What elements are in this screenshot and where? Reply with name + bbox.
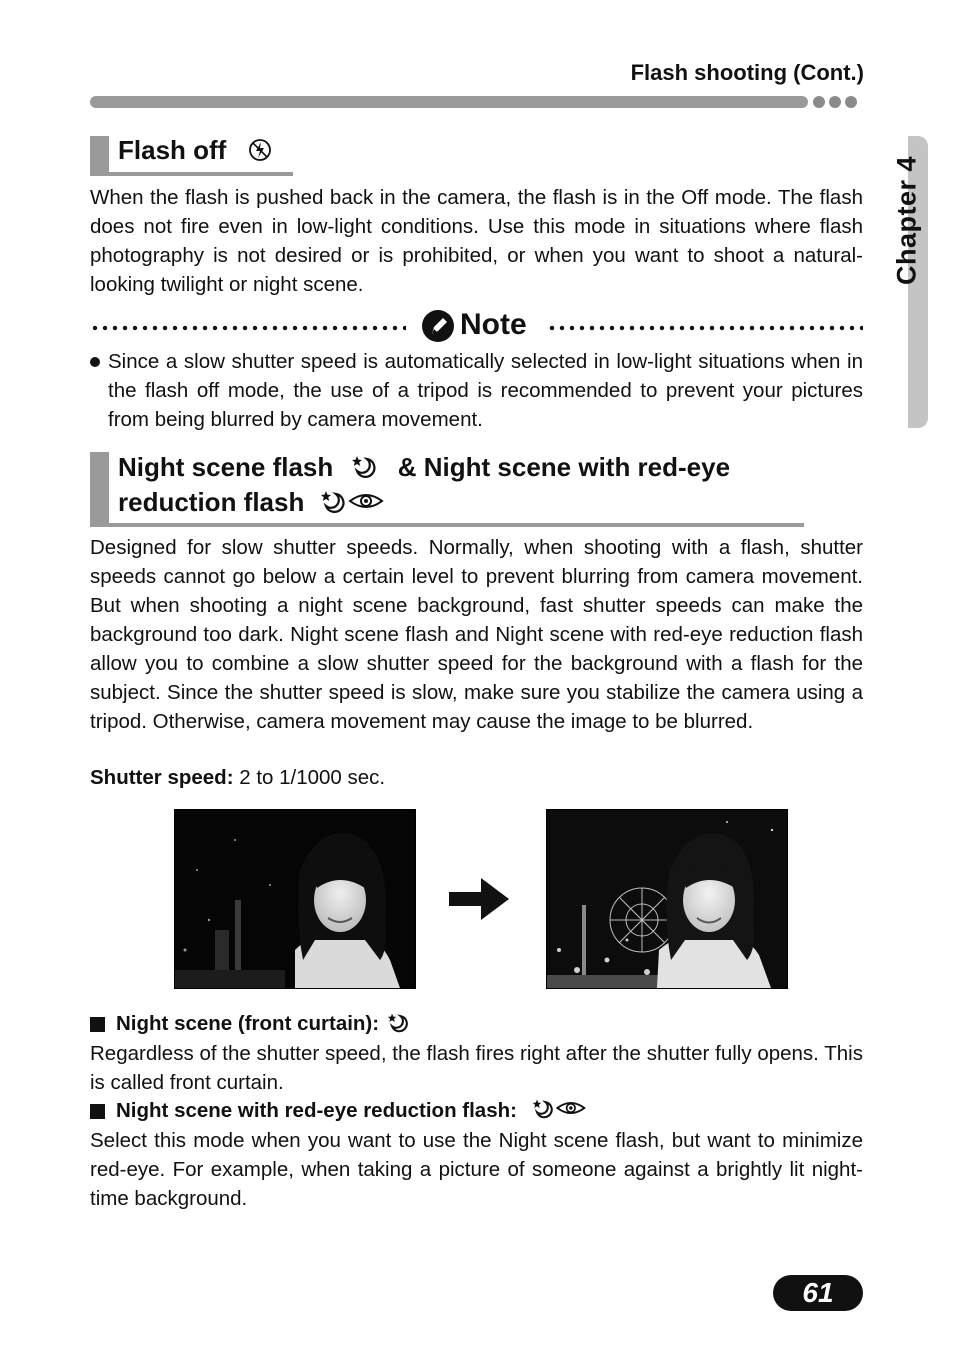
shutter-speed-line [90, 763, 385, 792]
square-bullet [90, 1017, 105, 1032]
night-scene-red-eye-icon [320, 488, 384, 514]
flash-off-body: When the flash is pushed back in the camera, the flash is in the Off mode. The flash does not fire even in low-light conditions. Use this mode in situations where flash photography is not desired or is prohibited, or when you want to shoot a natural-looking twilight or night scene. [90, 186, 863, 296]
flash-off-icon [248, 138, 272, 162]
note-text: Since a slow shutter speed is automatically selected in low-light situations when in the flash off mode, the use of a tripod is recommended to prevent your pictures from being blurred by camera movement. [108, 350, 863, 431]
header-dots [813, 96, 857, 108]
note-bullet [90, 347, 863, 434]
shutter-speed-value: 2 to 1/1000 sec. [233, 766, 386, 789]
red-eye-heading [90, 1099, 587, 1123]
front-curtain-body: Regardless of the shutter speed, the flash fires right after the shutter fully opens. This is called front curtain. [90, 1042, 863, 1094]
flash-off-heading [90, 136, 293, 176]
red-eye-title: Night scene with red-eye reduction flash: [116, 1099, 517, 1122]
square-bullet [90, 1104, 105, 1119]
note-divider [90, 306, 863, 348]
right-arrow-icon [449, 876, 511, 922]
night-scene-body: Designed for slow shutter speeds. Normally, when shooting with a flash, shutter speeds cannot go below a certain level to prevent blurring from camera movement. But when shooting a night scene background, fast shutter speeds can make the background too dark. Night scene flash and Night scene with red-eye reduction flash allow you to combine a slow shutter speed for the background with a flash for the subject. Since the shutter speed is slow, make sure you stabilize the camera using a tripod. Otherwise, camera movement may cause the image to be blurred. [90, 536, 863, 733]
note-label: Note [460, 308, 527, 341]
photo-with-night-flash [546, 809, 788, 989]
photo-without-night-flash [174, 809, 416, 989]
bullet-dot [90, 357, 100, 367]
front-curtain-heading [90, 1012, 409, 1036]
running-header: Flash shooting (Cont.) [630, 60, 864, 85]
night-scene-icon [387, 1011, 409, 1033]
flash-off-title: Flash off [118, 135, 227, 165]
front-curtain-title: Night scene (front curtain): [116, 1012, 380, 1035]
shutter-speed-label: Shutter speed: [90, 766, 234, 789]
night-scene-title-line2: reduction flash [118, 487, 305, 517]
chapter-label: Chapter 4 [891, 155, 922, 285]
night-scene-icon [351, 453, 377, 479]
night-scene-heading [90, 452, 804, 528]
night-scene-red-eye-icon [531, 1097, 587, 1119]
page-number: 61 [773, 1275, 863, 1311]
night-scene-title: Night scene flash [118, 452, 334, 482]
night-scene-title-cont: & Night scene with red-eye [397, 452, 731, 482]
red-eye-body: Select this mode when you want to use the Night scene flash, but want to minimize red-eye. For example, when taking a picture of someone against a brightly lit night-time background. [90, 1129, 863, 1210]
note-pen-icon [422, 310, 454, 342]
header-rule [90, 96, 808, 108]
